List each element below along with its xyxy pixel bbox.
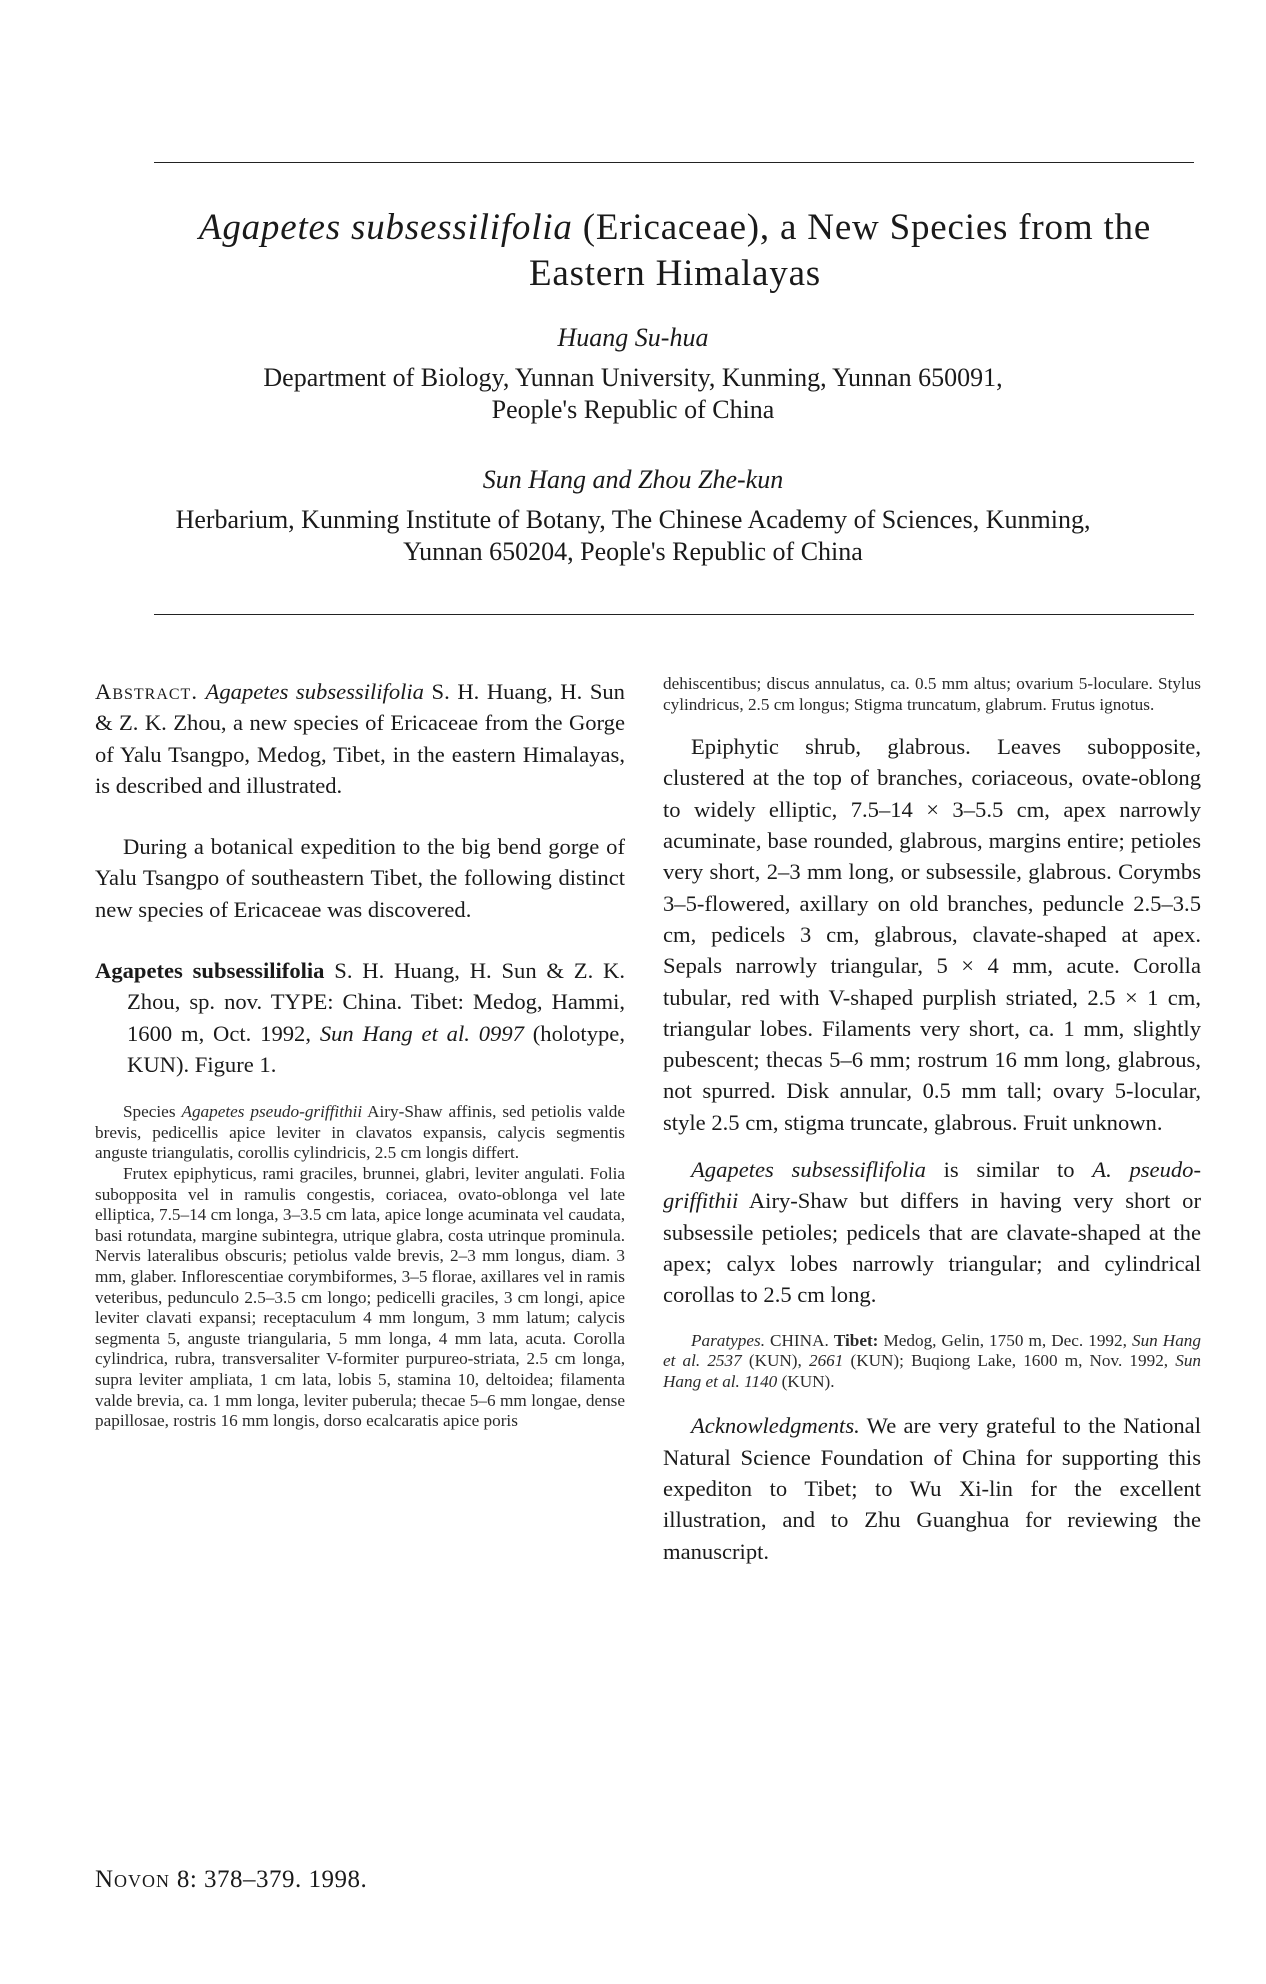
species-entry-collector: Sun Hang et al.	[319, 1020, 470, 1046]
species-entry	[95, 955, 625, 1080]
latin-diagnosis	[95, 1102, 625, 1164]
left-column	[95, 676, 625, 1432]
comparison-species-2: A. pseudo-griffithii	[663, 1157, 1201, 1214]
author-2: Sun Hang and Zhou Zhe-kun	[482, 465, 784, 494]
paratypes-text-a: CHINA.	[765, 1330, 834, 1350]
paratypes-label: Paratypes.	[691, 1330, 765, 1350]
affiliation-1-line-1: Department of Biology, Yunnan University, Kunming, Yunnan 650091,	[263, 363, 1003, 392]
comparison-paragraph	[663, 1154, 1201, 1310]
paratypes	[663, 1331, 1201, 1393]
paratypes-text-d: (KUN); Buqiong Lake, 1600 m, Nov. 1992,	[843, 1351, 1176, 1371]
title-line-2: Eastern Himalayas	[528, 253, 822, 294]
title-rest: (Ericaceae), a New Species from the	[572, 207, 1152, 248]
journal-name: Novon	[95, 1866, 171, 1893]
affiliation-2	[80, 504, 1186, 568]
paratypes-collection-1: Sun Hang et al. 2537	[663, 1330, 1201, 1371]
affiliation-1	[80, 362, 1186, 426]
latin-diagnosis-start: Species	[123, 1102, 182, 1122]
paratypes-tibet: Tibet:	[833, 1330, 879, 1350]
comparison-text-b: Airy-Shaw but differs in having very short or subsessile petioles; pedicels that are clavate-shaped at the apex; calyx lobes narrowly triangular; and cylindrical corollas to 2.5 cm long.	[663, 1188, 1201, 1308]
affiliation-1-line-2: People's Republic of China	[491, 395, 775, 424]
acknowledgments	[663, 1410, 1201, 1566]
header-bottom-rule	[154, 614, 1194, 615]
abstract-species: Agapetes subsessilifolia	[205, 679, 424, 704]
latin-diagnosis-species: Agapetes pseudo-griffithii	[181, 1102, 363, 1122]
comparison-species: Agapetes subsessiflifolia	[691, 1157, 926, 1183]
paratypes-text-b: Medog, Gelin, 1750 m, Dec. 1992,	[878, 1330, 1132, 1350]
latin-diagnosis-text: Airy-Shaw affinis, sed petiolis valde brevis, pedicellis apice leviter in clavatos expansis, calycis segmentis anguste triangulatis, corollis cylindricis, 2.5 cm longis differt.	[95, 1102, 625, 1163]
right-column	[663, 674, 1201, 1567]
author-1: Huang Su-hua	[557, 323, 709, 352]
article-title	[130, 205, 1220, 297]
paratypes-collection-2: Sun Hang et al. 1140	[663, 1351, 1201, 1391]
acknowledgments-label: Acknowledgments.	[691, 1413, 860, 1439]
paratypes-number-2: 2661	[808, 1351, 844, 1371]
comparison-text-a: is similar to	[925, 1157, 1093, 1183]
species-entry-number: 0997	[478, 1020, 524, 1046]
top-rule	[154, 162, 1194, 163]
abstract-label: Abstract.	[95, 679, 198, 704]
species-entry-text-2: (holotype, KUN). Figure 1.	[127, 1020, 625, 1077]
affiliation-2-line-2: Yunnan 650204, People's Republic of China	[403, 537, 863, 566]
english-description: Epiphytic shrub, glabrous. Leaves subopposite, clustered at the top of branches, coriaceous, ovate-oblong to widely elliptic, 7.5–14 × 3–5.5 cm, apex narrowly acuminate, base rounded, glabrous, margins entire; petioles very short, 2–3 mm long, or subsessile, glabrous. Corymbs 3–5-flowered, axillary on old branches, peduncle 2.5–3.5 cm, pedicels 3 cm, glabrous, clavate-shaped at apex. Sepals narrowly triangular, 5 × 4 mm, acute. Corolla tubular, red with V-shaped purplish striated, 2.5 × 1 cm, triangular lobes. Filaments very short, ca. 1 mm, slightly pubescent; thecas 5–6 mm; rostrum 16 mm long, glabrous, not spurred. Disk annular, 0.5 mm tall; ovary 5-locular, style 2.5 cm, stigma truncate, glabrous. Fruit unknown.	[663, 734, 1201, 1135]
affiliation-2-line-1: Herbarium, Kunming Institute of Botany, The Chinese Academy of Sciences, Kunming,	[175, 505, 1091, 534]
paratypes-text-e: (KUN).	[777, 1371, 835, 1391]
species-entry-name: Agapetes subsessilifolia	[95, 958, 325, 984]
species-entry-text: S. H. Huang, H. Sun & Z. K. Zhou, sp. nov. TYPE: China. Tibet: Medog, Hammi, 1600 m, Oct. 1992,	[127, 958, 625, 1046]
latin-description: Frutex epiphyticus, rami graciles, brunnei, glabri, leviter angulati. Folia subopposita vel in ramulis congestis, coriacea, ovato-oblonga vel late elliptica, 7.5–14 cm longa, 3–3.5 cm lata, apice longe acuminata vel caudata, basi rotundata, margine subintegra, utrique glabra, costa utrinque prominula. Nervis lateralibus obscuris; petiolus valde brevis, 2–3 mm longus, diam. 3 mm, glaber. Inflorescentiae corymbiformes, 3–5 florae, axillares vel in ramis veteribus, pedunculo 2.5–3.5 cm longo; pedicelli graciles, 3 cm longi, apice leviter clavati expansi; receptaculum 4 mm longum, 3 mm latum; calycis segmenta 5, anguste triangularia, 5 mm longa, 4 mm lata, acuta. Corolla cylindrica, rubra, transversaliter V-formiter purpureo-striata, 2.5 cm longa, supra leviter ampliata, 1 cm lata, lobis 5, stamina 10, deltoidea; filamenta valde brevia, ca. 1 mm longa, leviter puberula; thecae 5–6 mm longae, dense papillosae, rostris 16 mm longis, dorso ecalcaratis apice poris	[95, 1164, 625, 1431]
abstract-text: S. H. Huang, H. Sun & Z. K. Zhou, a new species of Ericaceae from the Gorge of Yalu Tsangpo, Medog, Tibet, in the eastern Himalayas, is described and illustrated.	[95, 679, 625, 798]
journal-volume-pages: 8: 378–379. 1998.	[170, 1866, 368, 1893]
latin-description-continued: dehiscentibus; discus annulatus, ca. 0.5 mm altus; ovarium 5-loculare. Stylus cylindricus, 2.5 cm longus; Stigma truncatum, glabrum. Frutus ignotus.	[663, 674, 1201, 714]
acknowledgments-text: We are very grateful to the National Natural Science Foundation of China for supporting this expediton to Tibet; to Wu Xi-lin for the excellent illustration, and to Zhu Guanghua for reviewing the manuscript.	[663, 1413, 1201, 1564]
paratypes-text-c: (KUN),	[741, 1351, 809, 1371]
intro-paragraph: During a botanical expedition to the big bend gorge of Yalu Tsangpo of southeastern Tibet, the following distinct new species of Ericaceae was discovered.	[95, 834, 625, 922]
abstract	[95, 676, 625, 801]
journal-citation	[95, 1866, 367, 1894]
title-species: Agapetes subsessilifolia	[198, 207, 573, 248]
